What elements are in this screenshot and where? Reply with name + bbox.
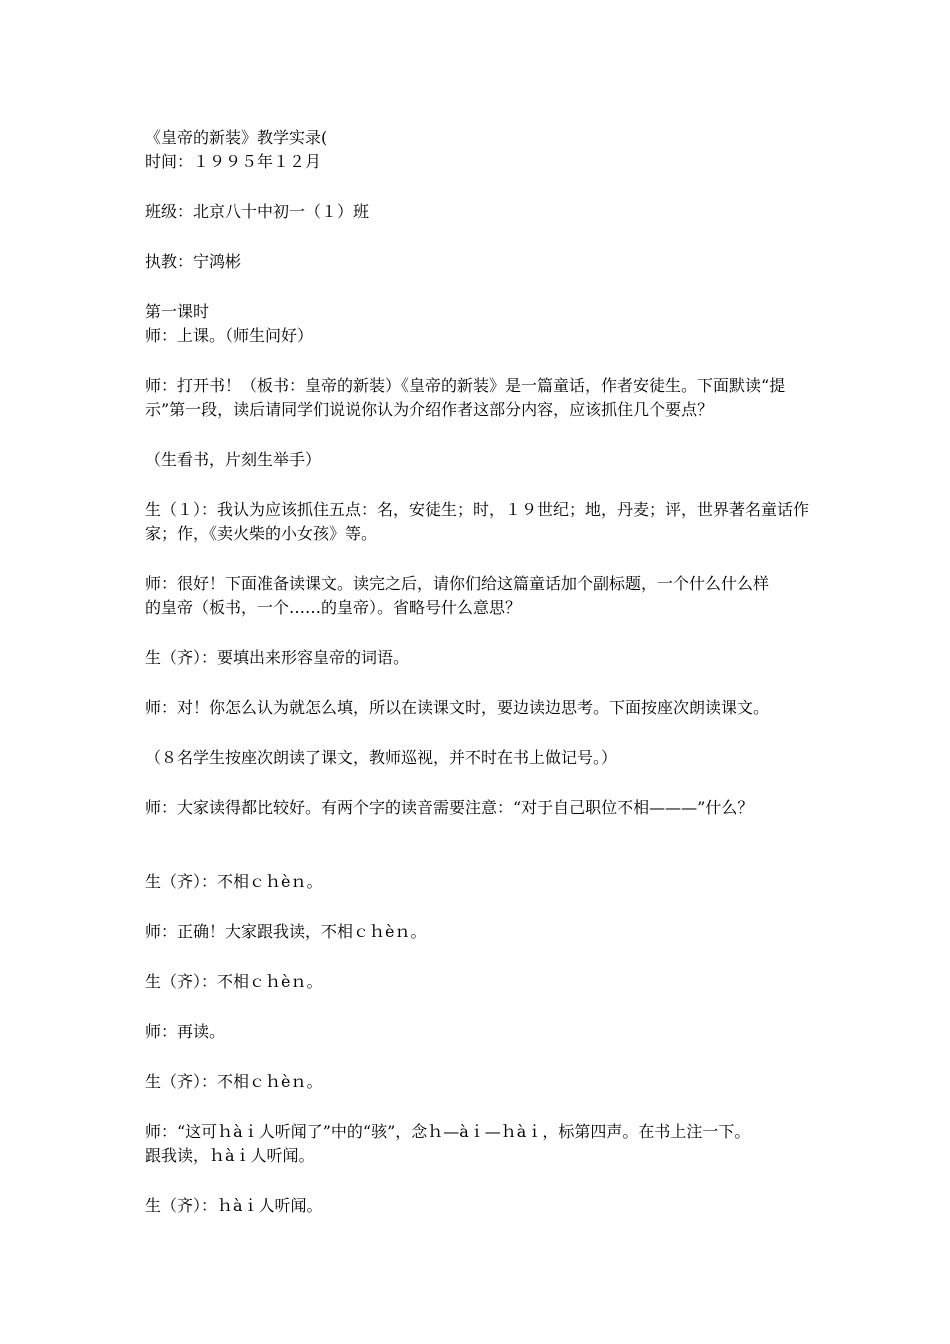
- paragraph: 师：正确！大家跟我读，不相ｃｈèｎ。: [145, 922, 427, 941]
- paragraph: 生（齐）：ｈàｉ人听闻。: [145, 1196, 323, 1215]
- paragraph: 生（１）：我认为应该抓住五点：名，安徒生；时，１９世纪；地，丹麦；评，世界著名童话作: [145, 500, 810, 519]
- time-line: 时间：１９９５年１２月: [145, 152, 322, 171]
- paragraph: 家；作，《卖火柴的小女孩》等。: [145, 524, 378, 543]
- paragraph: 生（齐）：不相ｃｈèｎ。: [145, 872, 323, 891]
- paragraph: （生看书，片刻生举手）: [145, 450, 322, 469]
- paragraph: 师：很好！下面准备读课文。读完之后，请你们给这篇童话加个副标题，一个什么什么样: [145, 574, 770, 593]
- teacher-line: 执教：宁鸿彬: [145, 252, 242, 271]
- paragraph: 示”第一段，读后请同学们说说你认为介绍作者这部分内容，应该抓住几个要点？: [145, 400, 714, 419]
- paragraph: 师：大家读得都比较好。有两个字的读音需要注意：“对于自己职位不相———”什么？: [145, 798, 754, 817]
- paragraph: 的皇帝（板书，一个……的皇帝）。省略号什么意思？: [145, 598, 522, 617]
- paragraph: 师：再读。: [145, 1022, 226, 1041]
- paragraph: 师：打开书！（板书：皇帝的新装）《皇帝的新装》是一篇童话，作者安徒生。下面默读“提: [145, 376, 786, 395]
- paragraph: 师：“这可ｈàｉ人听闻了”中的“骇”，念ｈ—àｉ—ｈàｉ，标第四声。在书上注一下。: [145, 1122, 751, 1141]
- document-title: 《皇帝的新装》教学实录(: [145, 128, 328, 147]
- paragraph: 跟我读，ｈàｉ人听闻。: [145, 1146, 315, 1165]
- paragraph: 师：对！你怎么认为就怎么填，所以在读课文时，要边读边思考。下面按座次朗读课文。: [145, 698, 770, 717]
- lesson-heading: 第一课时: [145, 302, 210, 321]
- paragraph: 生（齐）：要填出来形容皇帝的词语。: [145, 648, 410, 667]
- paragraph: 生（齐）：不相ｃｈèｎ。: [145, 972, 323, 991]
- class-line: 班级：北京八十中初一（１）班: [145, 202, 370, 221]
- paragraph: （８名学生按座次朗读了课文，教师巡视，并不时在书上做记号。）: [145, 748, 618, 767]
- paragraph: 师：上课。（师生问好）: [145, 326, 314, 345]
- paragraph: 生（齐）：不相ｃｈèｎ。: [145, 1072, 323, 1091]
